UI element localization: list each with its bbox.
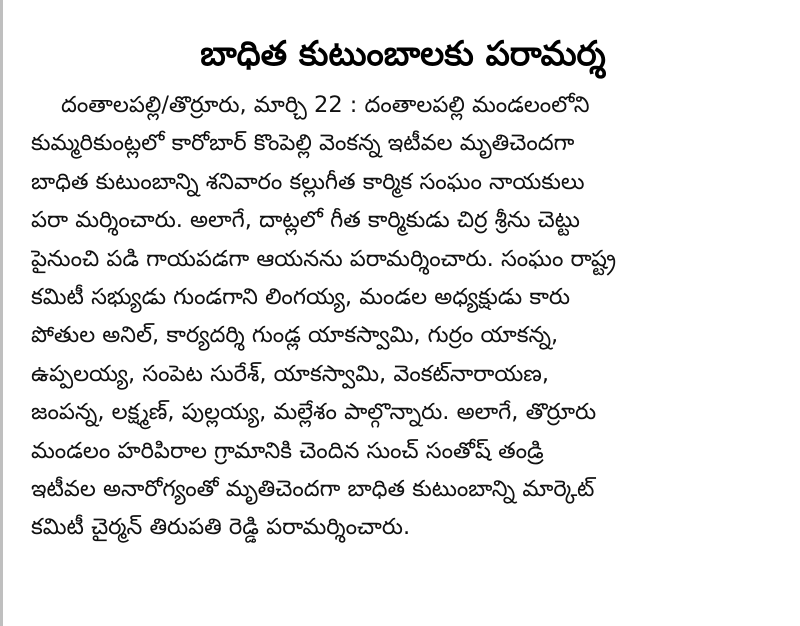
article-line: బాధిత కుటుంబాన్ని శనివారం కల్లుగీత కార్మిక సంఘం నాయకులు <box>31 168 585 195</box>
article-line: కమిటీ చైర్మన్ తిరుపతి రెడ్డి పరామర్శించారు. <box>31 514 411 541</box>
article-line: ఉప్పలయ్య, సంపెట సురేశ్, యాకస్వామి, వెంకట్‌నారాయణ, <box>31 360 549 387</box>
article-line: పైనుంచి పడి గాయపడగా ఆయనను పరామర్శించారు. సంఘం రాష్ట్ర <box>31 245 617 272</box>
headline: బాధిత కుటుంబాలకు పరామర్శ <box>200 34 606 74</box>
article-body <box>31 86 777 547</box>
article-line: పరా మర్శించారు. అలాగే, దాట్లలో గీత కార్మికుడు చిర్ర శ్రీను చెట్టు <box>31 207 580 234</box>
cut-off-next-headline <box>203 608 623 626</box>
article-line: పోతుల అనిల్, కార్యదర్శి గుండ్ల యాకస్వామి, గుర్రం యాకన్న, <box>31 322 559 349</box>
cut-off-previous-text <box>43 0 763 8</box>
article-line: దంతాలపల్లి/తొర్రూరు, మార్చి 22 : దంతాలపల్లి మండలంలోని <box>61 92 590 118</box>
article-line: మండలం హరిపిరాల గ్రామానికి చెందిన సుంచ్ సంతోష్ తండ్రి <box>31 437 544 464</box>
article-line: ఇటీవల అనారోగ్యంతో మృతిచెందగా బాధిత కుటుంబాన్ని మార్కెట్ <box>31 475 595 502</box>
article-line: కుమ్మరికుంట్లలో కారోబార్ కొంపెల్లి వెంకన్న ఇటీవల మృతిచెందగా <box>31 130 575 157</box>
article-line: జంపన్న, లక్ష్మణ్, పుల్లయ్య, మల్లేశం పాల్గొన్నారు. అలాగే, తొర్రూరు <box>31 399 597 426</box>
article-line: కమిటీ సభ్యుడు గుండగాని లింగయ్య, మండల అధ్యక్షుడు కారు <box>31 283 570 310</box>
